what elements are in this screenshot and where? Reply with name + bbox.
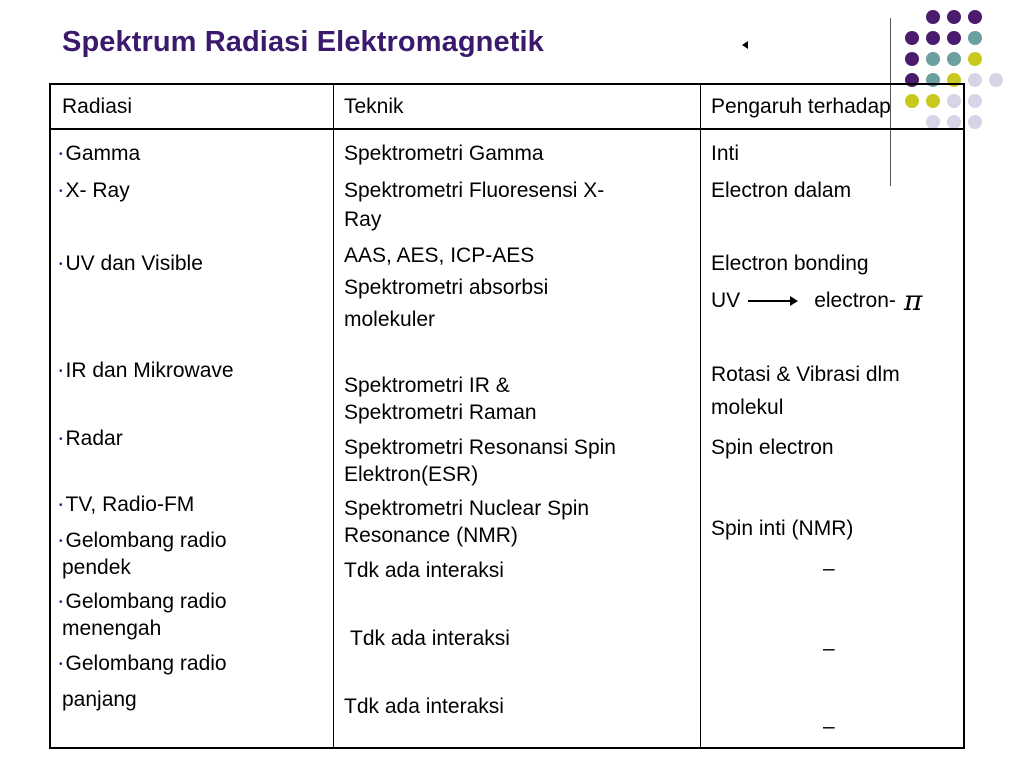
pengaruh-item: Inti [711,142,740,165]
teknik-item: Resonance (NMR) [344,524,518,547]
decorative-dot [968,115,982,129]
decorative-dot [968,52,982,66]
header-teknik: Teknik [344,95,404,118]
teknik-item: AAS, AES, ICP-AES [344,244,535,267]
radiasi-item-xray: • X- Ray [59,179,130,202]
radiasi-item-pendek-cont: pendek [62,556,131,579]
decorative-dot [968,73,982,87]
header-radiasi: Radiasi [62,95,133,118]
radiasi-item-gelombang-panjang: • Gelombang radio [59,652,227,675]
column-divider [700,85,701,747]
decorative-dot [968,94,982,108]
teknik-item: Spektrometri Fluoresensi X- [344,179,605,202]
column-divider [333,85,334,747]
teknik-item: Spektrometri Nuclear Spin [344,497,590,520]
decorative-dot [947,10,961,24]
teknik-item: Tdk ada interaksi [344,559,504,582]
bullet-icon: • [59,186,63,197]
decorative-dot [968,10,982,24]
radiasi-item-radar: • Radar [59,427,123,450]
pointer-arrow-icon [742,41,748,49]
pengaruh-dash: – [823,637,835,660]
radiasi-item-gamma: • Gamma [59,142,141,165]
teknik-item: Tdk ada interaksi [350,627,510,650]
bullet-icon: • [59,597,63,608]
pengaruh-item: Electron bonding [711,252,869,275]
teknik-item: Ray [344,208,382,231]
teknik-item: Spektrometri Gamma [344,142,544,165]
bullet-icon: • [59,366,63,377]
teknik-item: molekuler [344,308,436,331]
decorative-dot [947,31,961,45]
bullet-icon: • [59,659,63,670]
teknik-item: Tdk ada interaksi [344,695,504,718]
radiasi-item-gelombang-menengah: • Gelombang radio [59,590,227,613]
spectrum-table [49,83,965,749]
pengaruh-item: molekul [711,396,784,419]
radiasi-item-menengah-cont: menengah [62,617,162,640]
pengaruh-item: Rotasi & Vibrasi dlm [711,363,900,386]
bullet-icon: • [59,259,63,270]
right-arrow-icon [748,300,796,302]
radiasi-item-uv: • UV dan Visible [59,252,203,275]
decorative-dot [905,52,919,66]
decorative-dot [926,31,940,45]
radiasi-item-tv: • TV, Radio-FM [59,493,195,516]
teknik-item: Spektrometri absorbsi [344,276,549,299]
teknik-item: Elektron(ESR) [344,463,479,486]
decorative-dot [968,31,982,45]
pengaruh-uv-row: UV electron- π [711,284,923,317]
slide-title: Spektrum Radiasi Elektromagnetik [62,26,544,58]
pengaruh-item: Spin inti (NMR) [711,517,854,540]
pi-symbol: π [903,284,923,317]
decorative-dot [926,52,940,66]
decorative-dot [926,10,940,24]
header-pengaruh: Pengaruh terhadap [711,95,891,118]
bullet-icon: • [59,434,63,445]
decorative-dot [989,73,1003,87]
pengaruh-item: Electron dalam [711,179,852,202]
teknik-item: Spektrometri Raman [344,401,537,424]
pengaruh-item: Spin electron [711,436,834,459]
teknik-item: Spektrometri IR & [344,374,510,397]
decorative-dot [947,52,961,66]
radiasi-item-ir: • IR dan Mikrowave [59,359,234,382]
decorative-dot [905,31,919,45]
bullet-icon: • [59,536,63,547]
teknik-item: Spektrometri Resonansi Spin [344,436,616,459]
radiasi-item-panjang-cont: panjang [62,688,137,711]
pengaruh-dash: – [823,715,835,738]
pengaruh-dash: – [823,557,835,580]
radiasi-item-gelombang-pendek: • Gelombang radio [59,529,227,552]
bullet-icon: • [59,149,63,160]
bullet-icon: • [59,500,63,511]
